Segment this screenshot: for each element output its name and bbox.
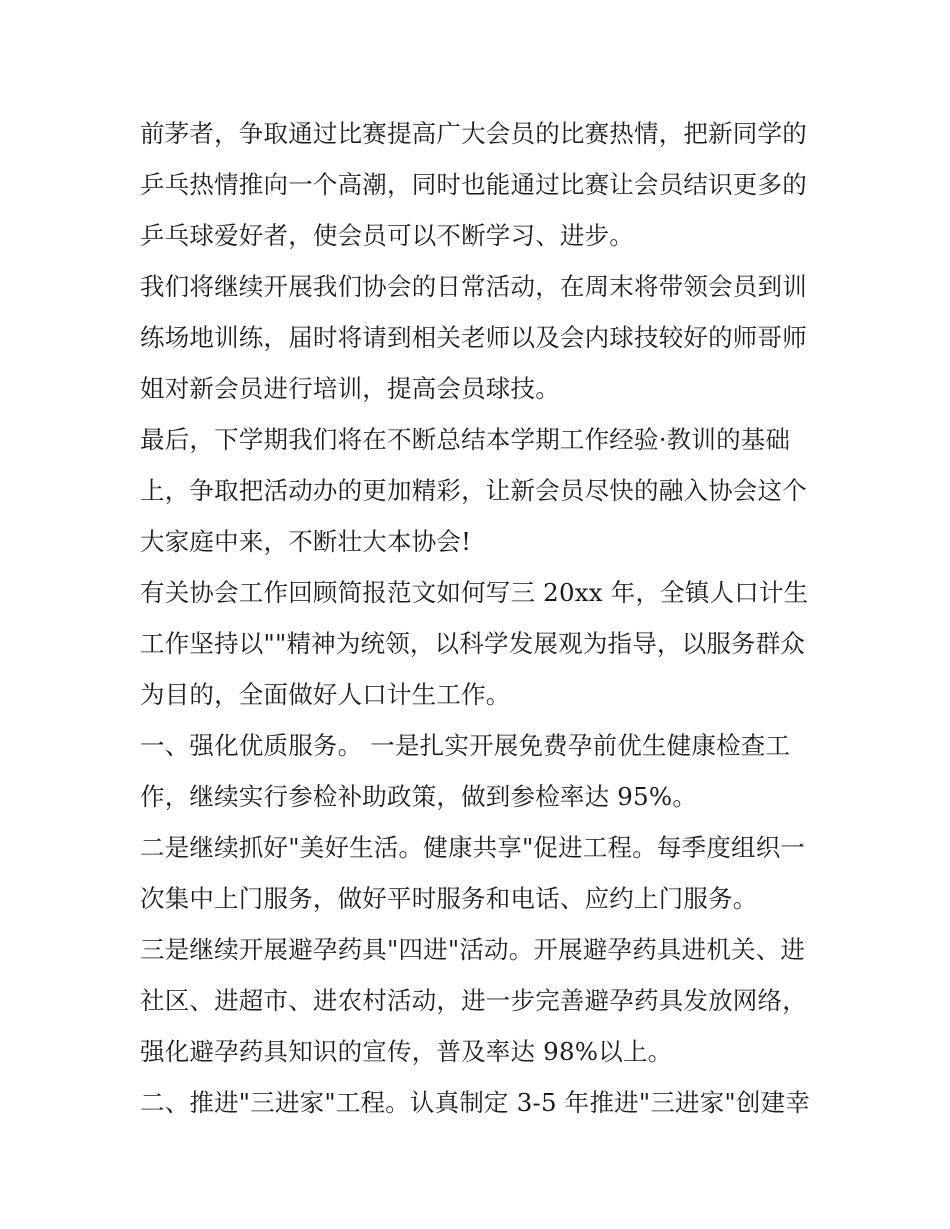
body-text	[140, 108, 820, 1128]
text-line: 上，争取把活动办的更加精彩，让新会员尽快的融入协会这个	[140, 476, 807, 505]
text-line: 一、强化优质服务。 一是扎实开展免费孕前优生健康检查工	[140, 731, 791, 760]
text-line: 二、推进"三进家"工程。认真制定 3-5 年推进"三进家"创建幸	[140, 1088, 811, 1117]
text-line: 工作坚持以""精神为统领，以科学发展观为指导，以服务群众	[140, 629, 806, 658]
text-line: 三是继续开展避孕药具"四进"活动。开展避孕药具进机关、进	[140, 935, 806, 964]
text-line: 作，继续实行参检补助政策，做到参检率达 95%。	[140, 782, 698, 811]
text-line: 强化避孕药具知识的宣传，普及率达 98%以上。	[140, 1037, 673, 1066]
text-line: 为目的，全面做好人口计生工作。	[140, 680, 511, 709]
text-line: 社区、进超市、进农村活动，进一步完善避孕药具发放网络，	[140, 986, 807, 1015]
text-line: 前茅者，争取通过比赛提高广大会员的比赛热情，把新同学的	[140, 119, 807, 148]
text-line: 有关协会工作回顾简报范文如何写三 20xx 年，全镇人口计生	[140, 578, 809, 607]
text-line: 二是继续抓好"美好生活。健康共享"促进工程。每季度组织一	[140, 833, 806, 862]
text-line: 练场地训练，届时将请到相关老师以及会内球技较好的师哥师	[140, 323, 807, 352]
text-line: 大家庭中来，不断壮大本协会!	[140, 527, 472, 556]
text-line: 姐对新会员进行培训，提高会员球技。	[140, 374, 560, 403]
text-line: 乒乓热情推向一个高潮，同时也能通过比赛让会员结识更多的	[140, 170, 807, 199]
text-line: 乒乓球爱好者，使会员可以不断学习、进步。	[140, 221, 634, 250]
text-line: 我们将继续开展我们协会的日常活动，在周末将带领会员到训	[140, 272, 807, 301]
text-line: 次集中上门服务，做好平时服务和电话、应约上门服务。	[140, 884, 758, 913]
text-line: 最后，下学期我们将在不断总结本学期工作经验·教训的基础	[140, 425, 791, 454]
